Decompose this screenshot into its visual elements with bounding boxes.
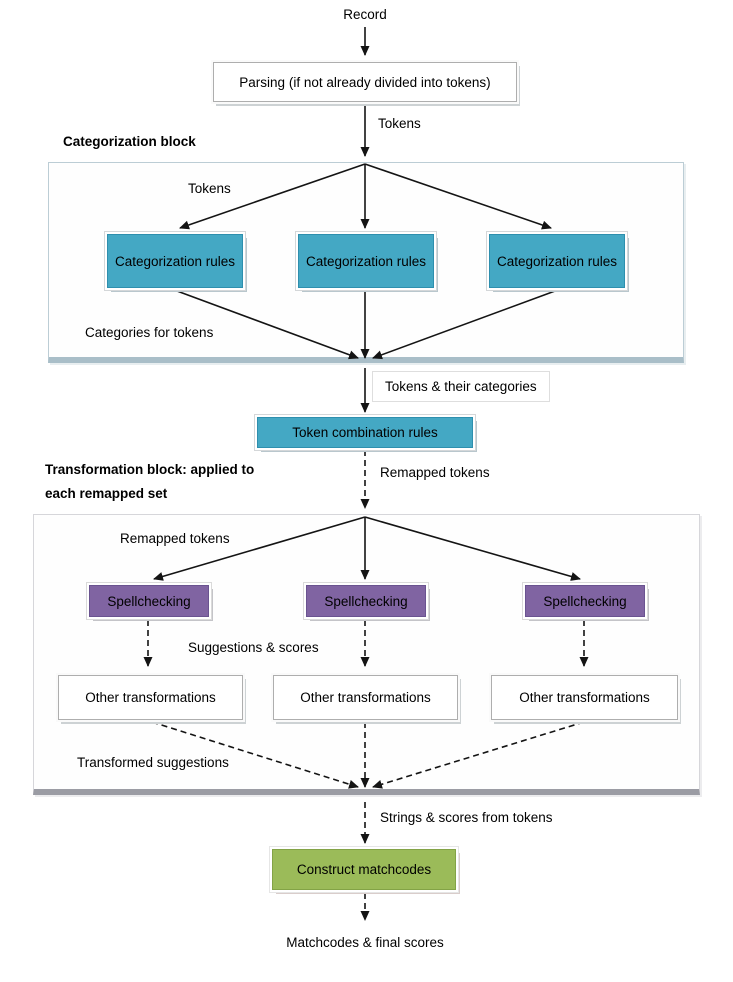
tokens-fanout-label: Tokens (188, 181, 231, 196)
categories-for-tokens-label: Categories for tokens (85, 325, 214, 340)
other-transformations-node-3: Other transformations (491, 675, 678, 720)
matchcodes-final-scores-label: Matchcodes & final scores (286, 935, 444, 950)
transformation-block-title-line2: each remapped set (45, 486, 168, 501)
transformed-suggestions-label: Transformed suggestions (77, 755, 229, 770)
record-label: Record (343, 7, 387, 22)
tokens-after-parsing-label: Tokens (378, 116, 421, 131)
spellchecking-node-3: Spellchecking (525, 585, 645, 617)
spellchecking-node-1: Spellchecking (89, 585, 209, 617)
remapped-tokens-flow-label: Remapped tokens (380, 465, 490, 480)
suggestions-and-scores-label: Suggestions & scores (188, 640, 319, 655)
strings-and-scores-label: Strings & scores from tokens (380, 810, 553, 825)
other-transformations-node-2: Other transformations (273, 675, 458, 720)
remapped-tokens-fanout-label: Remapped tokens (120, 531, 230, 546)
parsing-node: Parsing (if not already divided into tokens) (213, 62, 517, 102)
transformation-block-title-line1: Transformation block: applied to (45, 462, 255, 477)
spellchecking-node-2: Spellchecking (306, 585, 426, 617)
tokens-and-categories-label: Tokens & their categories (372, 371, 550, 402)
other-transformations-node-1: Other transformations (58, 675, 243, 720)
transformation-block-panel (33, 514, 700, 795)
token-combination-rules-node: Token combination rules (257, 417, 473, 448)
categorization-rules-node-1: Categorization rules (107, 234, 243, 288)
categorization-rules-node-3: Categorization rules (489, 234, 625, 288)
construct-matchcodes-node: Construct matchcodes (272, 849, 456, 890)
categorization-rules-node-2: Categorization rules (298, 234, 434, 288)
categorization-block-title: Categorization block (63, 134, 196, 149)
